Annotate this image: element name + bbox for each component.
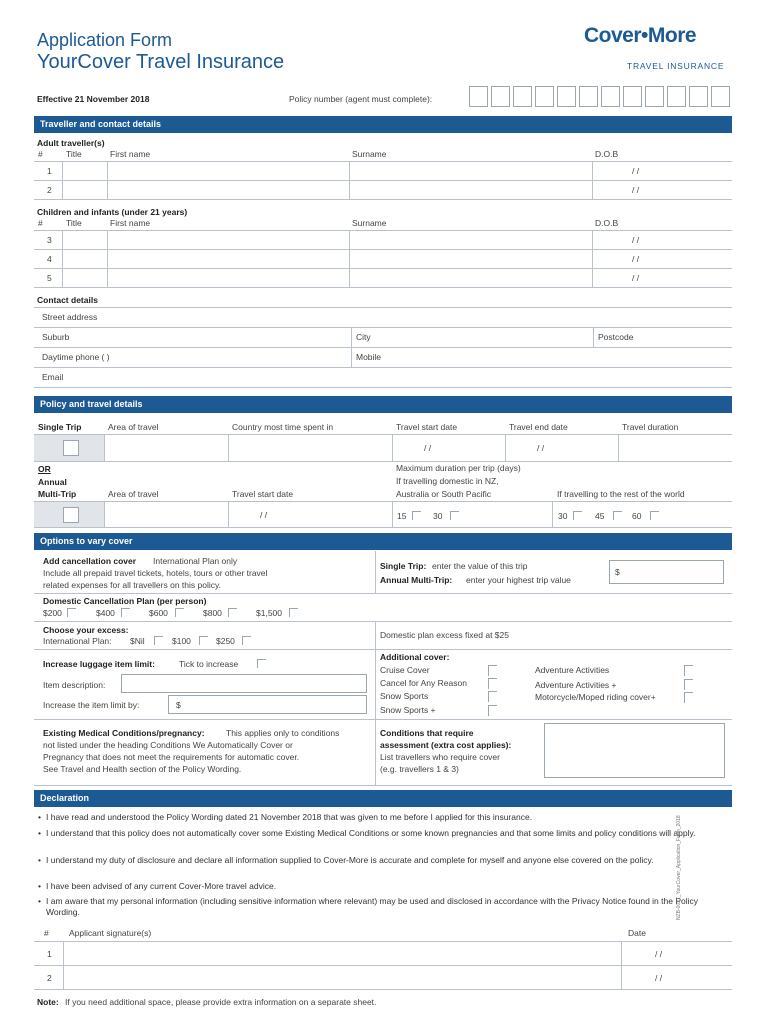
annual-value-text: enter your highest trip value (466, 575, 571, 585)
brand-logo: Cover•More (584, 24, 697, 47)
policy-number-box[interactable] (645, 86, 664, 107)
duration-45-checkbox[interactable] (613, 511, 622, 520)
cancel-amount-1500: $1,500 (256, 608, 282, 618)
signature-date-field[interactable]: / / (655, 973, 663, 983)
cancel-amount-checkbox[interactable] (67, 608, 76, 617)
additional-cover-checkbox[interactable] (684, 679, 693, 690)
duration-30-option: 30 (558, 511, 568, 521)
section-declaration-header: Declaration (34, 790, 732, 807)
excess-international-label: International Plan: (43, 636, 112, 646)
form-title: Application Form (37, 30, 173, 50)
row-number: 1 (47, 166, 52, 176)
declaration-bullet: • I understand my duty of disclosure and declare all information supplied to Cover-More is accurate and complete for myself and anyone else covered on the policy. (38, 855, 728, 866)
medical-conditions-text: See Travel and Health section of the Policy Wording. (43, 764, 242, 774)
duration-30-option: 30 (433, 511, 443, 521)
section-traveller-header: Traveller and contact details (34, 116, 732, 133)
policy-number-box[interactable] (469, 86, 488, 107)
travel-end-date-field[interactable]: / / (537, 443, 545, 453)
item-description-input[interactable] (121, 674, 367, 693)
policy-number-box[interactable] (491, 86, 510, 107)
duration-60-checkbox[interactable] (650, 511, 659, 520)
duration-30-checkbox[interactable] (573, 511, 582, 520)
item-limit-input[interactable] (168, 695, 367, 714)
col-surname: Surname (352, 149, 387, 159)
policy-number-box[interactable] (601, 86, 620, 107)
luggage-label: Increase luggage item limit: (43, 659, 155, 669)
domestic-note: If travelling domestic in NZ, (396, 476, 499, 486)
additional-cover-checkbox[interactable] (684, 665, 693, 676)
note-label: Note: (37, 997, 59, 1007)
col-num: # (38, 218, 43, 228)
signature-date-field[interactable]: / / (655, 949, 663, 959)
excess-checkbox[interactable] (242, 636, 251, 645)
annual-label: Annual (38, 477, 67, 487)
signature-row-number: 2 (47, 973, 52, 983)
email-field[interactable]: Email (42, 372, 64, 382)
policy-number-label: Policy number (agent must complete): (289, 94, 433, 104)
item-description-label: Item description: (43, 680, 106, 690)
dob-field[interactable]: / / (632, 185, 640, 195)
col-num: # (38, 149, 43, 159)
conditions-travellers-input[interactable] (544, 723, 725, 778)
trip-value-input[interactable] (609, 560, 724, 584)
add-cancellation-desc: Include all prepaid travel tickets, hotels, tours or other travel (43, 568, 268, 578)
policy-number-box[interactable] (579, 86, 598, 107)
suburb-field[interactable]: Suburb (42, 332, 70, 342)
row-number: 4 (47, 254, 52, 264)
policy-number-box[interactable] (557, 86, 576, 107)
excess-nil: $Nil (130, 636, 145, 646)
domestic-cancellation-label: Domestic Cancellation Plan (per person) (43, 596, 207, 606)
medical-conditions-label: Existing Medical Conditions/pregnancy: (43, 728, 205, 738)
cancel-amount-checkbox[interactable] (121, 608, 130, 617)
cancel-amount-checkbox[interactable] (228, 608, 237, 617)
product-title: YourCover Travel Insurance (37, 51, 285, 73)
medical-conditions-text: This applies only to conditions (226, 728, 340, 738)
add-cancellation-label: Add cancellation cover (43, 556, 137, 566)
mobile-field[interactable]: Mobile (356, 352, 382, 362)
single-trip-checkbox[interactable] (63, 440, 79, 456)
annual-value-label: Annual Multi-Trip: (380, 575, 453, 585)
cancel-amount-400: $400 (96, 608, 115, 618)
conditions-assessment-text: List travellers who require cover (380, 752, 500, 762)
note-text: If you need additional space, please provide extra information on a separate sheet. (65, 997, 377, 1007)
declaration-bullet: • I understand that this policy does not automatically cover some Existing Medical Conditions or some known pregnancies and that some limits and policy conditions will apply. (38, 828, 728, 839)
additional-cover-label: Additional cover: (380, 652, 450, 662)
country-label: Country most time spent in (232, 422, 334, 432)
dob-field[interactable]: / / (632, 235, 640, 245)
excess-250: $250 (216, 636, 235, 646)
row-number: 5 (47, 273, 52, 283)
additional-cover-item: Cancel for Any Reason (380, 678, 467, 688)
children-label: Children and infants (under 21 years) (37, 207, 188, 217)
start-date-label: Travel start date (232, 489, 294, 499)
policy-number-box[interactable] (711, 86, 730, 107)
duration-label: Travel duration (622, 422, 679, 432)
conditions-assessment-label: Conditions that require (380, 728, 474, 738)
dob-field[interactable]: / / (632, 273, 640, 283)
luggage-tick-text: Tick to increase (179, 659, 239, 669)
additional-cover-item: Adventure Activities (535, 665, 610, 675)
duration-15-option: 15 (397, 511, 407, 521)
excess-checkbox[interactable] (199, 636, 208, 645)
section-options-header: Options to vary cover (34, 533, 732, 550)
annual-multi-trip-checkbox[interactable] (63, 507, 79, 523)
excess-checkbox[interactable] (154, 636, 163, 645)
cancel-amount-600: $600 (149, 608, 168, 618)
item-limit-dollar: $ (176, 700, 181, 710)
policy-number-box[interactable] (623, 86, 642, 107)
col-dob: D.O.B (595, 149, 619, 159)
policy-number-box[interactable] (535, 86, 554, 107)
contact-label: Contact details (37, 295, 98, 305)
adult-travellers-label: Adult traveller(s) (37, 138, 105, 148)
row-number: 3 (47, 235, 52, 245)
add-cancellation-desc: related expenses for all travellers on this policy. (43, 580, 221, 590)
col-dob: D.O.B (595, 218, 619, 228)
max-duration-label: Maximum duration per trip (days) (396, 463, 521, 473)
end-date-label: Travel end date (509, 422, 568, 432)
daytime-phone-field[interactable]: Daytime phone ( ) (42, 352, 110, 362)
additional-cover-item: Snow Sports (380, 691, 429, 701)
col-first-name: First name (110, 218, 151, 228)
policy-number-box[interactable] (667, 86, 686, 107)
duration-15-checkbox[interactable] (412, 511, 421, 520)
brand-subtitle: TRAVEL INSURANCE (627, 61, 725, 71)
duration-45-option: 45 (595, 511, 605, 521)
additional-cover-item: Snow Sports + (380, 705, 436, 715)
duration-60-option: 60 (632, 511, 642, 521)
rest-of-world-note: If travelling to the rest of the world (557, 489, 685, 499)
cancel-amount-checkbox[interactable] (175, 608, 184, 617)
area-label: Area of travel (108, 489, 159, 499)
domestic-note: Australia or South Pacific (396, 489, 491, 499)
dollar-sign: $ (615, 567, 620, 577)
col-surname: Surname (352, 218, 387, 228)
medical-conditions-text: not listed under the heading Conditions We Automatically Cover or (43, 740, 293, 750)
start-date-label: Travel start date (396, 422, 458, 432)
luggage-checkbox[interactable] (257, 659, 266, 668)
excess-label: Choose your excess: (43, 625, 129, 635)
or-label: OR (38, 464, 51, 474)
single-trip-value-label: Single Trip: (380, 561, 427, 571)
signature-header: Applicant signature(s) (69, 928, 152, 938)
item-limit-label: Increase the item limit by: (43, 700, 140, 710)
policy-number-box[interactable] (513, 86, 532, 107)
single-trip-value-text: enter the value of this trip (432, 561, 528, 571)
travel-start-date-field[interactable]: / / (424, 443, 432, 453)
conditions-assessment-label: assessment (extra cost applies): (380, 740, 512, 750)
additional-cover-checkbox[interactable] (488, 665, 497, 676)
city-field[interactable]: City (356, 332, 371, 342)
multi-trip-label: Multi-Trip (38, 489, 77, 499)
dob-field[interactable]: / / (632, 254, 640, 264)
row-number: 2 (47, 185, 52, 195)
effective-date: Effective 21 November 2018 (37, 94, 150, 104)
cancel-amount-800: $800 (203, 608, 222, 618)
medical-conditions-text: Pregnancy that does not meet the requirements for automatic cover. (43, 752, 300, 762)
additional-cover-checkbox[interactable] (488, 705, 497, 716)
additional-cover-checkbox[interactable] (488, 691, 497, 702)
col-first-name: First name (110, 149, 151, 159)
col-title: Title (66, 149, 82, 159)
col-title: Title (66, 218, 82, 228)
duration-30-checkbox[interactable] (450, 511, 459, 520)
date-header: Date (628, 928, 646, 938)
policy-number-box[interactable] (689, 86, 708, 107)
section-policy-header: Policy and travel details (34, 396, 732, 413)
postcode-field[interactable]: Postcode (598, 332, 634, 342)
additional-cover-item: Cruise Cover (380, 665, 430, 675)
signature-row-number: 1 (47, 949, 52, 959)
declaration-bullet: • I have been advised of any current Cover-More travel advice. (38, 881, 728, 892)
excess-100: $100 (172, 636, 191, 646)
domestic-excess-note: Domestic plan excess fixed at $25 (380, 630, 509, 640)
single-trip-label: Single Trip (38, 422, 82, 432)
additional-cover-checkbox[interactable] (488, 678, 497, 689)
signature-num-header: # (44, 928, 49, 938)
declaration-bullet: • I am aware that my personal information (including sensitive information where relevant) may be used and disclosed in accordance with the Privacy Notice found in the Policy Wording. (38, 896, 728, 918)
cancel-amount-200: $200 (43, 608, 62, 618)
conditions-assessment-text: (e.g. travellers 1 & 3) (380, 764, 459, 774)
additional-cover-checkbox[interactable] (684, 692, 693, 703)
additional-cover-item: Motorcycle/Moped riding cover+ (535, 692, 656, 702)
street-address-field[interactable]: Street address (42, 312, 98, 322)
annual-start-date-field[interactable]: / / (260, 510, 268, 520)
additional-cover-item: Adventure Activities + (535, 680, 617, 690)
cancel-amount-checkbox[interactable] (289, 608, 298, 617)
area-label: Area of travel (108, 422, 159, 432)
dob-field[interactable]: / / (632, 166, 640, 176)
add-cancellation-plan: International Plan only (153, 556, 238, 566)
declaration-bullet: • I have read and understood the Policy Wording dated 21 November 2018 that was given to me before I applied for this insurance. (38, 812, 728, 823)
form-code: NZB-0027_YourCover_Application_Form_2018 (676, 815, 682, 920)
